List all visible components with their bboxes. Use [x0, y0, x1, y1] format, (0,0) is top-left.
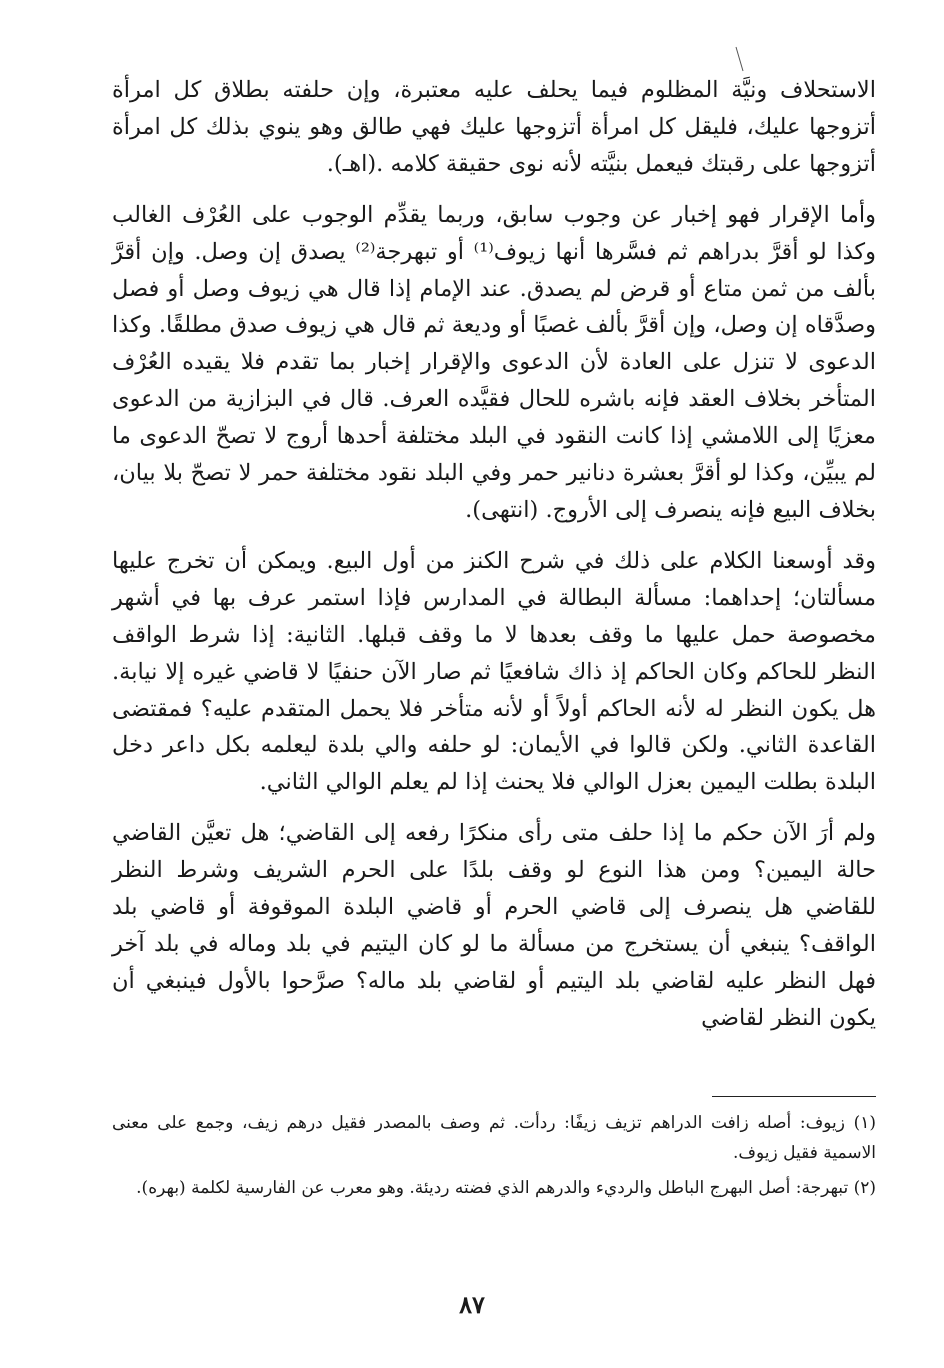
stray-pen-mark: [735, 46, 744, 72]
page-number: ٨٧: [459, 1290, 485, 1319]
paragraph: ولم أرَ الآن حكم ما إذا حلف متى رأى منكرًا رفعه إلى القاضي؛ هل تعيَّن القاضي حالة اليمين؟ ومن هذا النوع لو وقف بلدًا على الحرم الشريف وشرط النظر للقاضي هل ينصرف إلى قاضي الحرم أو قاضي البلدة الموقوفة أو قاضي بلد الواقف؟ ينبغي أن يستخرج من مسألة ما لو كان اليتيم في بلد وماله في بلد آخر فهل النظر عليه لقاضي بلد اليتيم أو لقاضي بلد ماله؟ صرَّحوا بالأول فينبغي أن يكون النظر لقاضي: [112, 820, 876, 1031]
paragraph: وأما الإقرار فهو إخبار عن وجوب سابق، وربما يقدِّم الوجوب على العُرْف الغالب وكذا لو أقرَّ بدراهم ثم فسَّرها أنها زيوف⁽¹⁾ أو تبهرجة⁽²⁾ يصدق إن وصل. وإن أقرَّ بألف من ثمن متاع أو قرض لم يصدق. عند الإمام إذا قال هي زيوف وصل أو فصل وصدَّقاه إن وصل، وإن أقرَّ بألف غصبًا أو وديعة ثم قال هي زيوف صدق مطلقًا. وكذا الدعوى لا تنزل على العادة لأن الدعوى والإقرار إخبار بما تقدم فلا يقيده العُرْف المتأخر بخلاف العقد فإنه باشره للحال فقيَّده العرف. قال في البزازية من الدعوى معزيًا إلى اللامشي إذا كانت النقود في البلد مختلفة أحدها أروج لا تصحّ الدعوى ما لم يبيِّن، وكذا لو أقرَّ بعشرة دنانير حمر وفي البلد نقود مختلفة حمر لا تصحّ بلا بيان، بخلاف البيع فإنه ينصرف إلى الأروج. (انتهى).: [112, 201, 876, 523]
paragraph: الاستحلاف ونيَّة المظلوم فيما يحلف عليه معتبرة، وإن حلفته بطلاق كل امرأة أتزوجها عليك، فليقل كل امرأة أتزوجها عليك فهي طالق وهو ينوي بذلك كل امرأة أتزوجها على رقبتك فيعمل بنيَّته لأنه نوى حقيقة كلامه .(اهـ).: [112, 77, 876, 177]
main-text: [112, 72, 876, 1037]
footnotes: [112, 1108, 876, 1208]
footnote: (١) زيوف: أصله زافت الدراهم تزيف زيفًا: ردأت. ثم وصف بالمصدر فقيل درهم زيف، وجمع على معنى الاسمية فقيل زيوف.: [112, 1113, 876, 1163]
paragraph: وقد أوسعنا الكلام على ذلك في شرح الكنز من أول البيع. ويمكن أن تخرج عليها مسألتان؛ إحداهما: مسألة البطالة في المدارس فإذا استمر عرف بها في أشهر مخصوصة حمل عليها ما وقف بعدها لا ما وقف قبلها. الثانية: إذا شرط الواقف النظر للحاكم وكان الحاكم إذ ذاك شافعيًا ثم صار الآن حنفيًا لا قاضي غيره إلا نيابة. هل يكون النظر له لأنه الحاكم أولاً أو لأنه متأخر فلا يحمل المتقدم عليه؟ فمقتضى القاعدة الثاني. ولكن قالوا في الأيمان: لو حلفه والي بلدة ليعلمه بكل داعر دخل البلدة بطلت اليمين بعزل الوالي فلا يحنث إذا لم يعلم الوالي الثاني.: [112, 547, 876, 796]
footnote: (٢) تبهرجة: أصل البهرج الباطل والرديء والدرهم الذي فضته رديئة. وهو معرب عن الفارسية لكلمة (بهره).: [136, 1178, 876, 1198]
footnote-separator: [712, 1096, 876, 1097]
